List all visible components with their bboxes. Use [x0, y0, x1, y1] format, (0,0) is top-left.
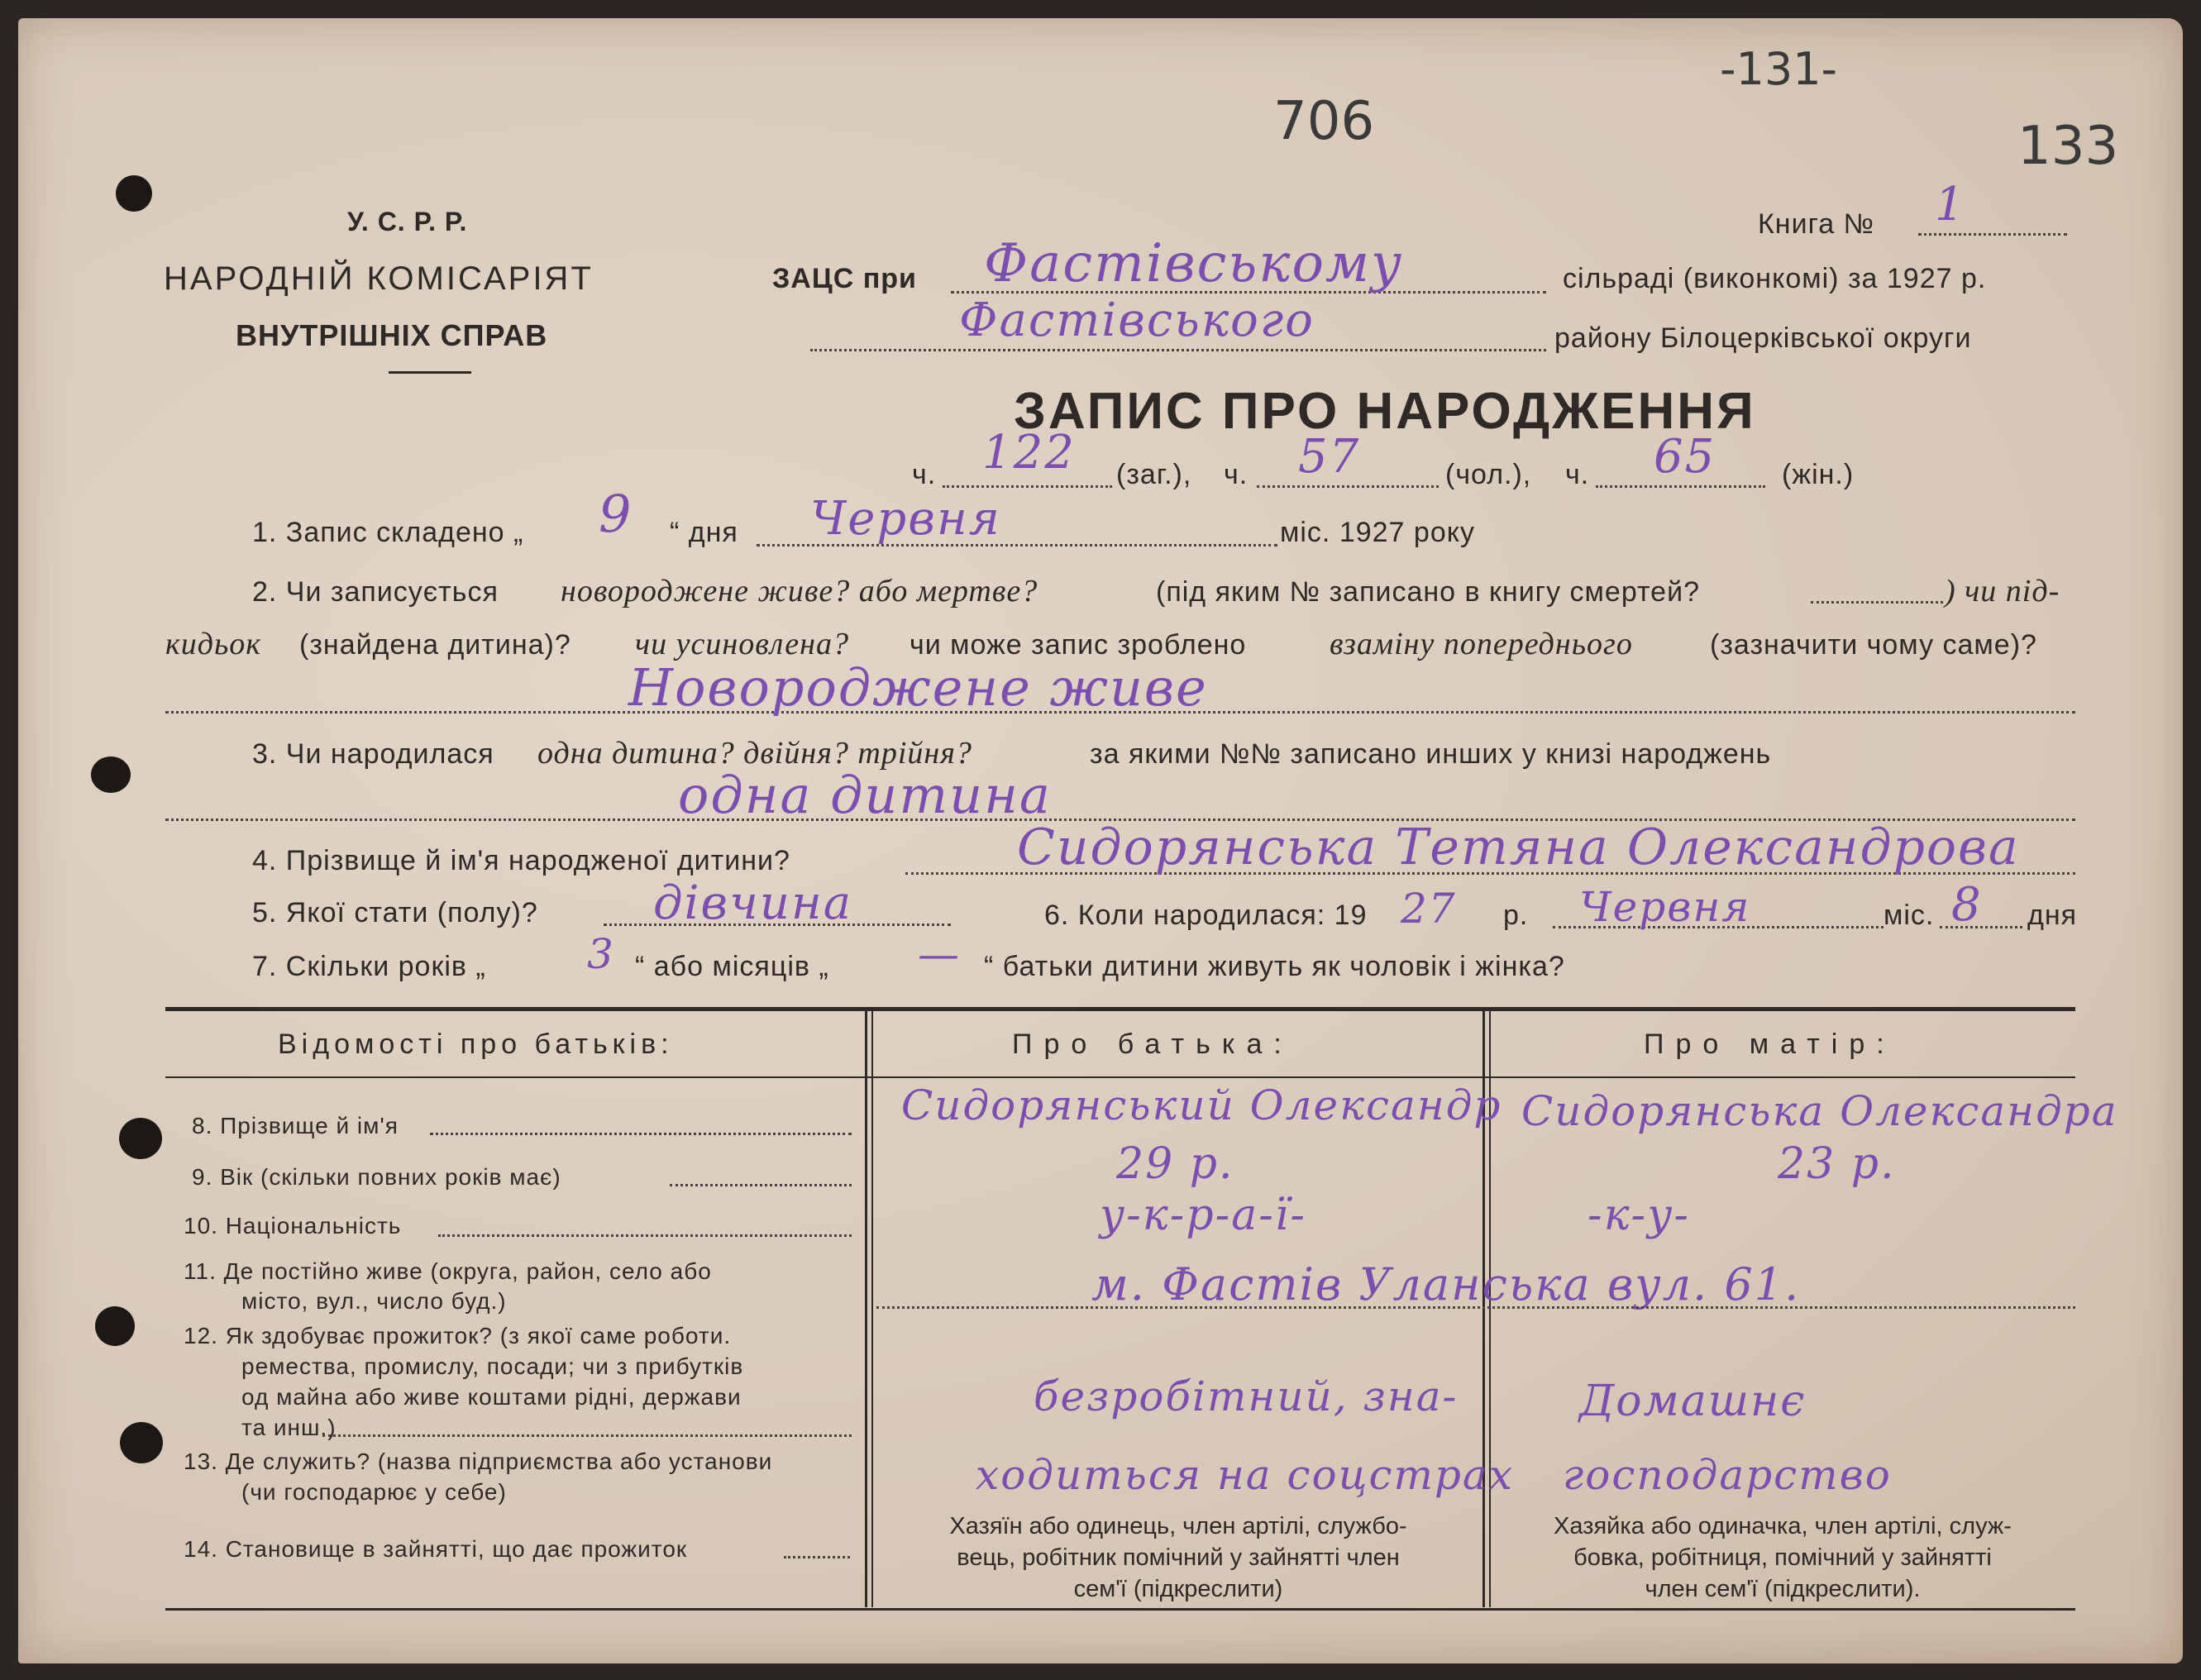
q1-day-mid: “ дня: [670, 517, 738, 548]
row-label-livelihood-1: 12. Як здобуває прожиток? (з якої саме роботи.: [184, 1323, 732, 1348]
female-field: [1596, 485, 1765, 488]
row-label-livelihood-4: та инш.): [241, 1415, 337, 1440]
q2-answer: Новороджене живе: [628, 657, 1208, 718]
punch-hole: [95, 1306, 135, 1346]
q3-label-a: 3. Чи народилася: [252, 738, 494, 770]
row-leader: [670, 1184, 852, 1186]
mother-livelihood-2: господарство: [1563, 1451, 1892, 1499]
row-leader: [438, 1234, 852, 1237]
mother-status-2: бовка, робітниця, помічний у зайнятті: [1573, 1544, 1992, 1571]
q3-label-c: за якими №№ записано инших у книзі народжень: [1090, 738, 1772, 770]
row-label-employment-1: 13. Де служить? (назва підприємства або установи: [184, 1449, 773, 1474]
internal-affairs-label: ВНУТРІШНІХ СПРАВ: [236, 318, 548, 352]
number-ch2: ч.: [1224, 459, 1249, 490]
q7-mid: “ або місяців „: [635, 951, 829, 982]
q1-label: 1. Запис складено „: [252, 517, 524, 548]
father-name: Сидорянський Олександр: [901, 1081, 1502, 1129]
q4-answer: Сидорянська Тетяна Олександрова: [1017, 819, 2020, 876]
archive-number-133: 133: [2017, 116, 2119, 177]
father-livelihood-2: ходиться на соцстрах: [976, 1451, 1514, 1499]
row-label-name: 8. Прізвище й ім'я: [192, 1113, 399, 1138]
district-value: Фастівського: [959, 294, 1315, 347]
q6-year: 27: [1401, 885, 1457, 933]
row-leader: [430, 1133, 852, 1135]
zags-label: ЗАЦС при: [772, 263, 917, 294]
row-label-nationality: 10. Національність: [184, 1213, 402, 1239]
male-number: 57: [1298, 430, 1361, 484]
q6-mis: міс.: [1884, 900, 1935, 931]
zags-value: Фастівському: [984, 233, 1404, 294]
father-nationality: у-к-р-а-ї-: [1100, 1191, 1306, 1240]
table-header-rule: [165, 1076, 2075, 1078]
mother-status-1: Хазяйка або одиначка, член артілі, служ-: [1554, 1513, 2012, 1539]
punch-hole: [120, 1422, 163, 1463]
q4-label: 4. Прізвище й ім'я народженої дитини?: [252, 845, 790, 876]
archive-number-131: -131-: [1720, 43, 1838, 95]
row-label-occupation-status: 14. Становище в зайнятті, що дає прожиток: [184, 1536, 688, 1562]
total-number: 122: [982, 426, 1076, 480]
total-field: [943, 485, 1112, 488]
total-label: (заг.),: [1116, 459, 1192, 490]
mother-nationality: -к-у-: [1587, 1191, 1690, 1240]
q1-day: 9: [599, 484, 633, 544]
district-field: [810, 349, 1546, 351]
mother-livelihood-1: Домашнє: [1579, 1377, 1807, 1426]
father-age: 29 р.: [1116, 1139, 1234, 1189]
row-label-livelihood-2: ремества, промислу, посади; чи з прибутків: [241, 1353, 744, 1379]
table-top-rule: [165, 1007, 2075, 1011]
book-number: 1: [1935, 178, 1966, 231]
q6-dnia: дня: [2027, 900, 2078, 931]
ussr-label: У. С. Р. Р.: [347, 207, 468, 236]
row-label-residence-2: місто, вул., число буд.): [241, 1288, 507, 1314]
q1-end: міс. 1927 року: [1280, 517, 1475, 548]
row-label-employment-2: (чи господарює у себе): [241, 1479, 507, 1505]
column-header-mother: Про матір:: [1644, 1029, 1896, 1060]
q2-death-field: [1811, 601, 1943, 604]
book-field: [1918, 233, 2067, 236]
q2-line1d: ) чи під-: [1945, 574, 2060, 609]
q5-answer: дівчина: [653, 876, 853, 930]
mother-age: 23 р.: [1778, 1139, 1896, 1189]
mother-status-3: член сем'ї (підкреслити).: [1645, 1576, 1921, 1602]
q2-line2f: (зазначити чому саме)?: [1710, 629, 2037, 661]
father-status-1: Хазяїн або одинець, член артілі, службо-: [949, 1513, 1407, 1539]
residence: м. Фастів Уланська вул. 61.: [1091, 1258, 1801, 1310]
male-field: [1257, 485, 1439, 488]
table-bottom-rule: [165, 1608, 2075, 1611]
column-header-info: Відомості про батьків:: [278, 1029, 674, 1060]
village-council-label: сільраді (виконкомі) за 1927 р.: [1563, 263, 1987, 294]
punch-hole: [91, 756, 131, 793]
q6-day: 8: [1951, 878, 1983, 932]
female-label: (жін.): [1782, 459, 1855, 490]
record-title: ЗАПИС ПРО НАРОДЖЕННЯ: [1014, 383, 1756, 440]
q7-years: 3: [587, 930, 615, 978]
q2-line1b: новороджене живе? або мертве?: [561, 574, 1038, 609]
father-livelihood-1: безробітний, зна-: [1034, 1372, 1459, 1420]
row-label-age: 9. Вік (скільки повних років має): [192, 1164, 561, 1190]
q3-label-b: одна дитина? двійня? трійня?: [537, 736, 972, 771]
q2-line1c: (під яким № записано в книгу смертей?: [1156, 576, 1700, 608]
commissariat-label: НАРОДНІЙ КОМІСАРІЯТ: [164, 260, 594, 297]
q7-label: 7. Скільки років „: [252, 951, 486, 982]
q6-month: Червня: [1579, 883, 1751, 931]
table-col-divider: [871, 1010, 873, 1607]
q7-months: —: [918, 930, 961, 978]
female-number: 65: [1654, 430, 1716, 484]
book-label: Книга №: [1758, 208, 1875, 240]
father-status-3: сем'ї (підкреслити): [1073, 1576, 1283, 1602]
q7-end: “ батьки дитини живуть як чоловік і жінка?: [984, 951, 1565, 982]
archive-number-706: 706: [1273, 91, 1375, 152]
row-label-residence-1: 11. Де постійно живе (округа, район, село або: [184, 1258, 712, 1284]
q2-line2e: взаміну попереднього: [1330, 627, 1633, 661]
table-col-divider: [865, 1010, 867, 1607]
q2-line2b: (знайдена дитина)?: [299, 629, 571, 661]
punch-hole: [116, 175, 152, 212]
father-residence-field: [876, 1306, 2075, 1309]
male-label: (чол.),: [1445, 459, 1532, 490]
number-ch1: ч.: [912, 459, 937, 490]
row-label-livelihood-3: од майна або живе коштами рідні, держави: [241, 1384, 742, 1410]
q5-label: 5. Якої стати (полу)?: [252, 897, 538, 928]
row-leader: [784, 1556, 850, 1558]
q6-r: р.: [1503, 900, 1529, 931]
row-leader: [322, 1434, 852, 1437]
q2-line2d: чи може запис зроблено: [910, 629, 1247, 661]
punch-hole: [119, 1118, 162, 1159]
column-header-father: Про батька:: [1012, 1029, 1293, 1060]
district-label: району Білоцерківської округи: [1554, 322, 1972, 354]
q3-answer: одна дитина: [678, 765, 1052, 825]
header-divider: [389, 371, 471, 374]
father-status-2: вець, робітник помічний у зайнятті член: [957, 1544, 1400, 1571]
q2-line2c: чи усиновлена?: [635, 627, 849, 661]
number-ch3: ч.: [1565, 459, 1590, 490]
q1-month: Червня: [810, 492, 1001, 546]
mother-name: Сидорянська Олександра: [1521, 1087, 2118, 1135]
q6-label: 6. Коли народилася: 19: [1044, 900, 1368, 931]
q2-line1a: 2. Чи записується: [252, 576, 499, 608]
q2-line2a: кидьок: [165, 627, 262, 661]
